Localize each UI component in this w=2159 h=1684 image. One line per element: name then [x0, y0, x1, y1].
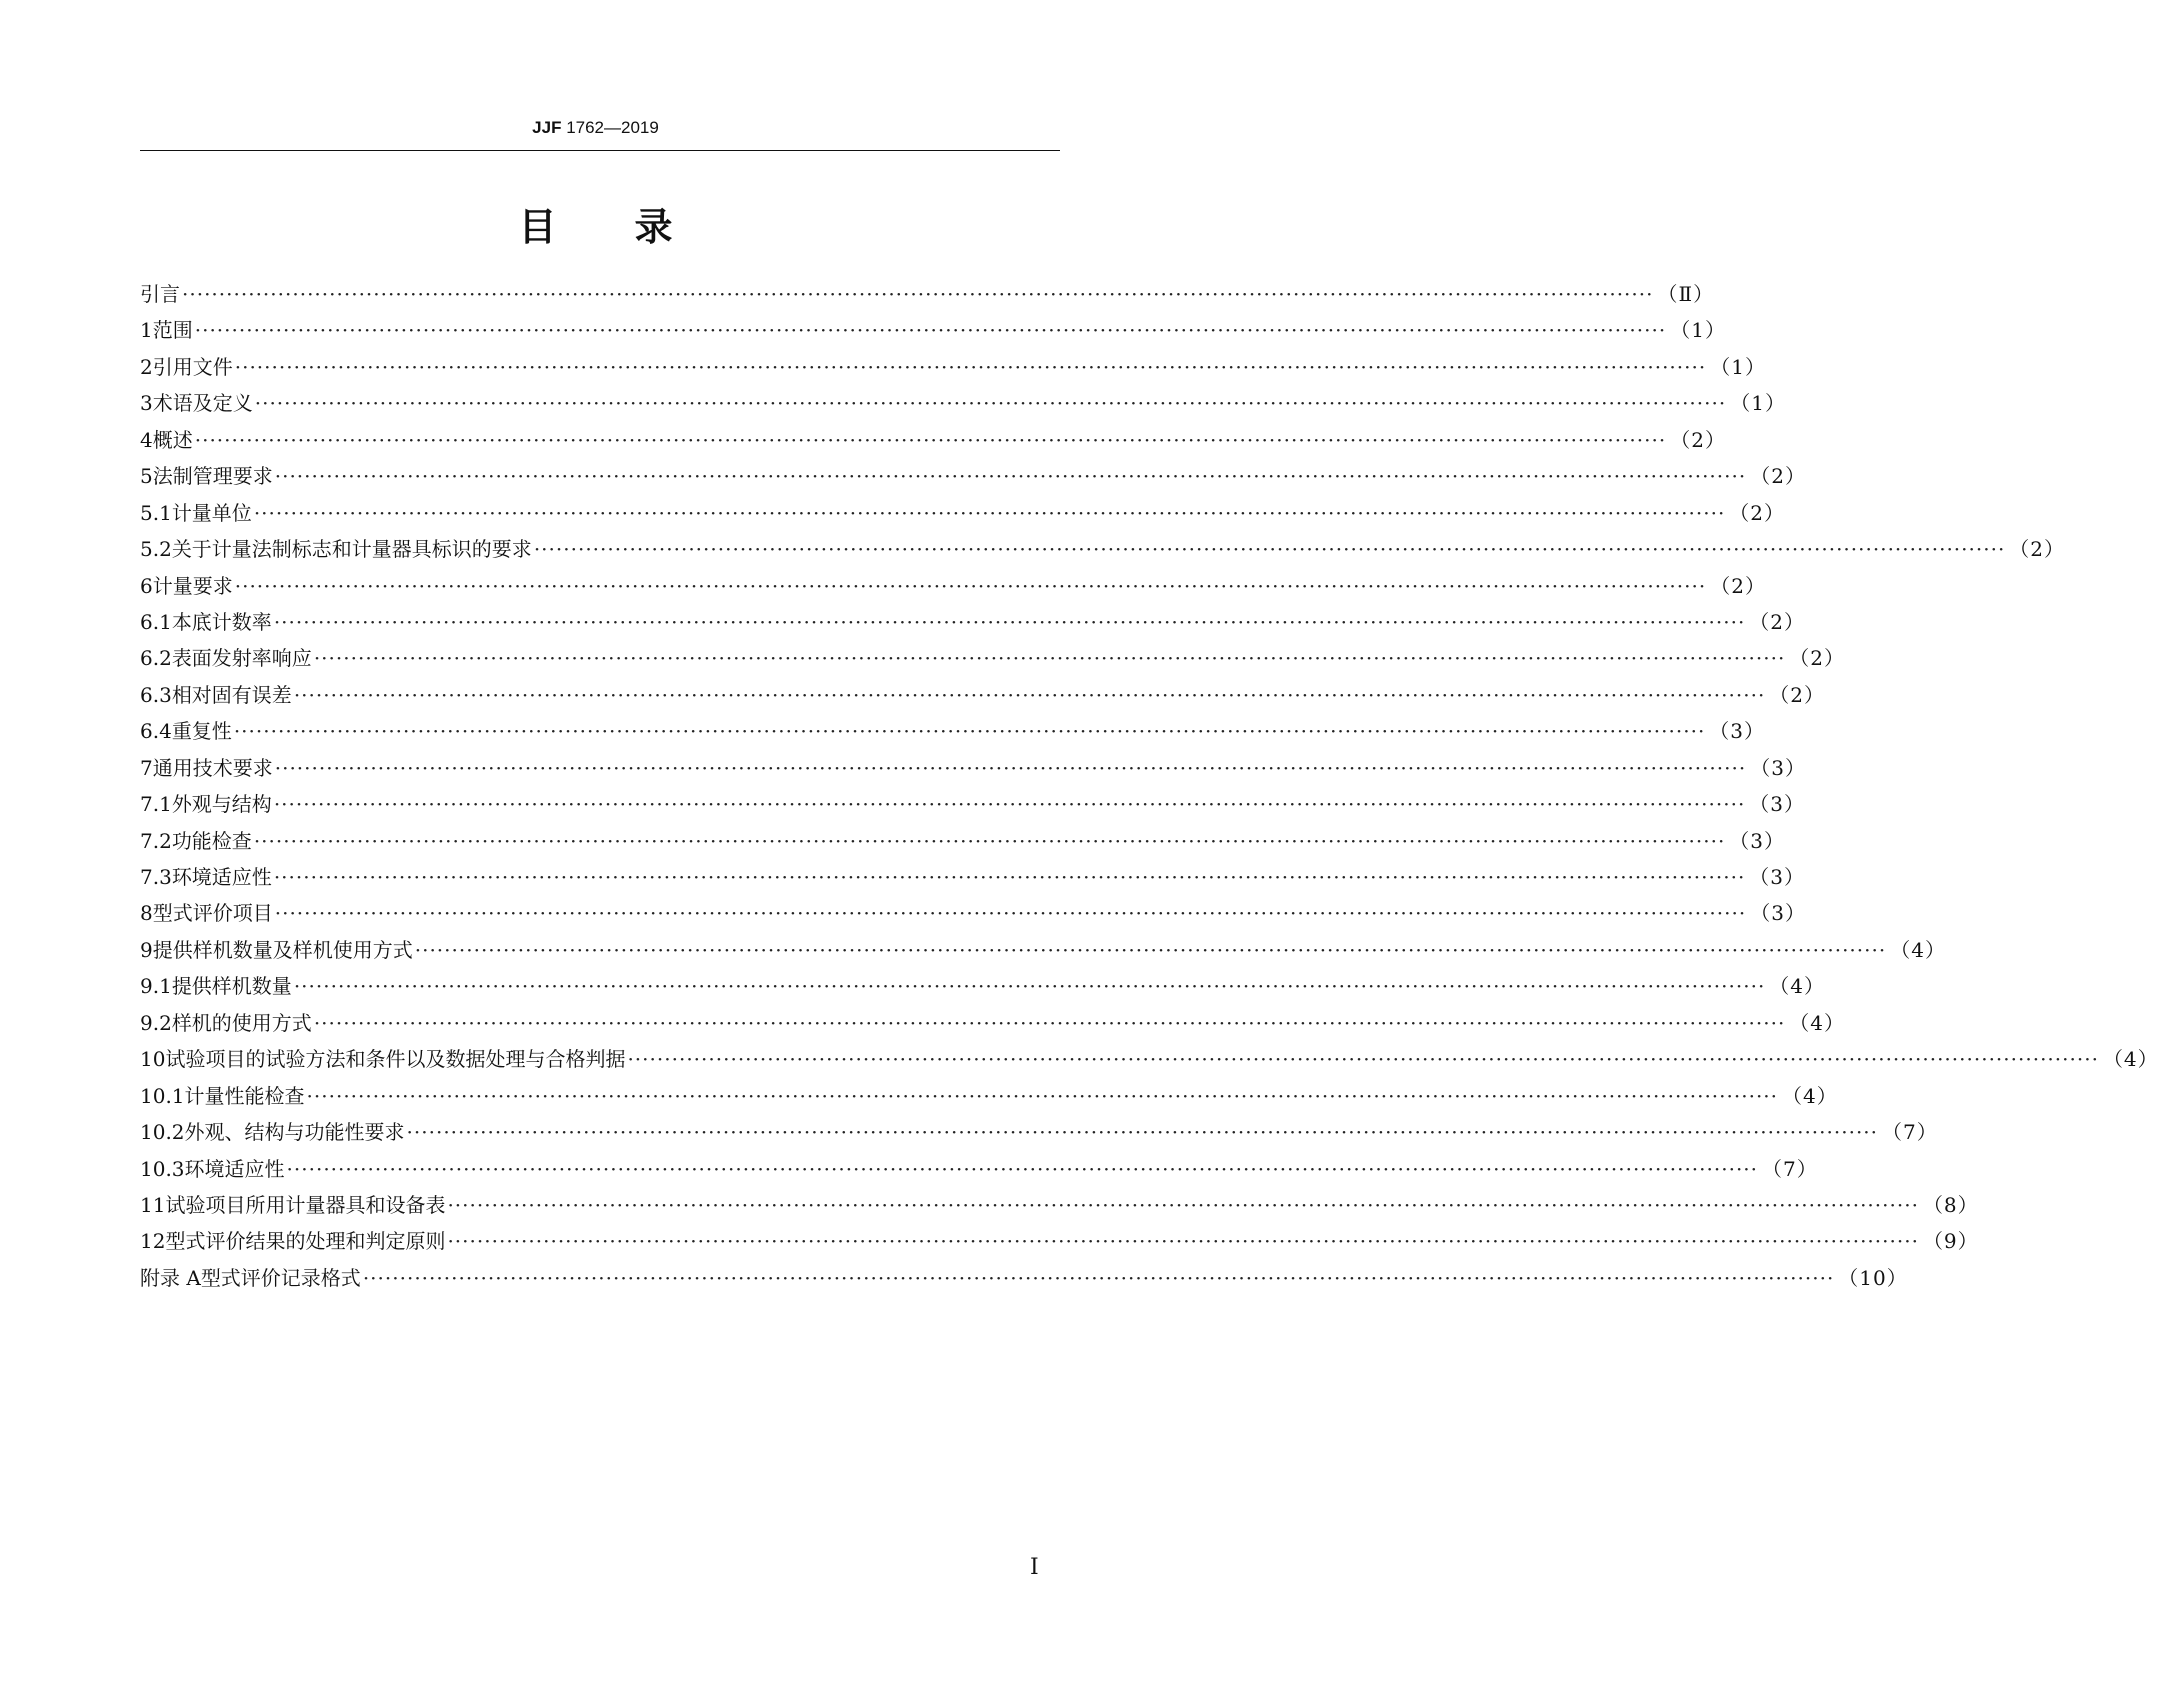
toc-entry-title: 引言 — [140, 282, 180, 306]
toc-entry-page: （4） — [1782, 1083, 1838, 1108]
toc-entry[interactable] — [140, 679, 1826, 715]
toc-leader-dots: ········································································································································································································ — [234, 354, 1707, 379]
toc-entry-title: 表面发射率响应 — [171, 646, 312, 671]
toc-entry-number: 6.3 — [140, 682, 172, 707]
toc-leader-dots: ········································································································································································································ — [273, 865, 1746, 889]
toc-entry-page: （2） — [1710, 573, 1766, 598]
toc-entry-number: 6.4 — [140, 719, 172, 744]
toc-entry-title: 重复性 — [171, 719, 232, 744]
toc-entry-page: （2） — [1729, 500, 1786, 525]
toc-entry-number: 4 — [140, 427, 153, 452]
toc-entry-number: 10 — [140, 1047, 166, 1072]
toc-leader-dots: ········································································································································································································ — [194, 427, 1667, 452]
toc-entry-title: 样机的使用方式 — [171, 1010, 312, 1035]
toc-entry[interactable] — [140, 1043, 2159, 1079]
toc-entry[interactable] — [140, 861, 1806, 897]
toc-entry-number: 9.1 — [140, 974, 172, 999]
toc-entry-number: 12 — [140, 1229, 166, 1254]
toc-entry-title: 环境适应性 — [171, 865, 272, 889]
toc-entry-number: 8 — [140, 901, 153, 926]
page-title: 目录 — [518, 205, 751, 249]
toc-entry-title: 计量性能检查 — [184, 1083, 305, 1108]
toc-entry-page: （2） — [1670, 427, 1726, 452]
toc-entry-title: 环境适应性 — [184, 1156, 285, 1181]
toc-entry-number: 3 — [140, 391, 153, 416]
toc-entry-title: 概述 — [152, 427, 193, 452]
table-of-contents — [140, 278, 2159, 1298]
toc-entry-number: 10.2 — [140, 1120, 185, 1145]
toc-leader-dots: ········································································································································································································ — [286, 1156, 1759, 1181]
toc-entry[interactable] — [140, 1116, 1938, 1152]
toc-entry-number: 6.1 — [140, 609, 172, 634]
toc-entry-title: 术语及定义 — [152, 391, 253, 416]
toc-entry-page: （3） — [1709, 719, 1766, 744]
toc-entry-page: （1） — [1730, 391, 1786, 416]
toc-entry-page: （2） — [2009, 537, 2066, 562]
toc-entry-number: 5.1 — [140, 500, 172, 525]
toc-leader-dots: ········································································································································································································ — [194, 318, 1667, 343]
toc-entry[interactable] — [140, 460, 1806, 496]
toc-entry-title: 试验项目所用计量器具和设备表 — [165, 1192, 446, 1217]
toc-entry-page: （2） — [1769, 682, 1826, 707]
toc-entry-number: 10.3 — [140, 1156, 185, 1181]
toc-entry[interactable] — [140, 1262, 1908, 1298]
toc-entry-title: 引用文件 — [152, 354, 233, 379]
toc-entry-page: （2） — [1750, 464, 1806, 489]
toc-entry-title: 范围 — [152, 318, 193, 343]
toc-entry-number: 5.2 — [140, 537, 172, 562]
toc-entry[interactable] — [140, 606, 1806, 642]
toc-entry[interactable] — [140, 387, 1786, 423]
toc-entry-page: （8） — [1922, 1192, 1979, 1217]
toc-entry-title: 相对固有误差 — [171, 682, 292, 707]
toc-leader-dots: ········································································································································································································ — [274, 755, 1747, 780]
toc-leader-dots: ········································································································································································································ — [273, 792, 1746, 817]
toc-entry-page: （3） — [1749, 865, 1806, 889]
toc-entry-page: （7） — [1762, 1156, 1818, 1181]
toc-entry-title: 关于计量法制标志和计量器具标识的要求 — [171, 537, 532, 562]
toc-leader-dots: ········································································································································································································ — [447, 1192, 1919, 1217]
toc-entry-title: 提供样机数量及样机使用方式 — [152, 937, 413, 962]
toc-entry[interactable] — [140, 533, 2066, 569]
toc-leader-dots: ········································································································································································································ — [627, 1047, 2099, 1072]
toc-entry[interactable] — [140, 934, 1946, 970]
toc-entry-page: （10） — [1838, 1265, 1908, 1290]
toc-entry[interactable] — [140, 351, 1766, 387]
toc-leader-dots: ········································································································································································································ — [362, 1265, 1835, 1290]
toc-entry-page: （1） — [1670, 318, 1726, 343]
toc-entry[interactable] — [140, 497, 1786, 533]
toc-entry-number: 7.1 — [140, 792, 172, 817]
toc-entry-number: 7.2 — [140, 828, 172, 853]
toc-entry-number: 6.2 — [140, 646, 172, 671]
toc-entry-title: 通用技术要求 — [152, 755, 273, 780]
toc-entry-title: 功能检查 — [171, 828, 252, 853]
toc-entry[interactable] — [140, 1007, 1846, 1043]
toc-leader-dots: ········································································································································································································ — [306, 1083, 1779, 1108]
toc-entry-title: 法制管理要求 — [152, 464, 273, 489]
toc-entry[interactable] — [140, 314, 1726, 350]
toc-entry-page: （7） — [1882, 1120, 1938, 1145]
standard-code: 1762—2019 — [566, 118, 659, 137]
toc-entry-title: 型式评价记录格式 — [200, 1265, 361, 1290]
toc-leader-dots: ········································································································································································································ — [447, 1229, 1919, 1254]
toc-entry-number: 6 — [140, 573, 153, 598]
toc-leader-dots: ········································································································································································································ — [273, 609, 1746, 634]
toc-entry-number: 11 — [140, 1192, 166, 1217]
toc-entry-page: （3） — [1750, 901, 1806, 926]
header-rule — [140, 150, 1060, 151]
toc-entry[interactable] — [140, 825, 1786, 861]
toc-leader-dots: ········································································································································································································ — [406, 1120, 1879, 1145]
toc-entry-page: （2） — [1749, 609, 1806, 634]
toc-leader-dots: ········································································································································································································ — [293, 682, 1766, 707]
toc-entry-title: 型式评价结果的处理和判定原则 — [165, 1229, 446, 1254]
toc-entry[interactable] — [140, 278, 1715, 314]
page-number: Ⅰ — [1030, 1555, 1039, 1580]
toc-entry[interactable] — [140, 788, 1806, 824]
toc-entry-page: （9） — [1922, 1229, 1979, 1254]
toc-entry-title: 本底计数率 — [171, 609, 272, 634]
toc-entry-number: 2 — [140, 354, 153, 379]
toc-entry-number: 10.1 — [140, 1083, 185, 1108]
toc-entry-title: 计量单位 — [171, 500, 252, 525]
toc-entry[interactable] — [140, 1225, 1979, 1261]
toc-entry[interactable] — [140, 424, 1726, 460]
toc-entry-page: （4） — [1789, 1010, 1846, 1035]
toc-entry-title: 提供样机数量 — [171, 974, 292, 999]
toc-entry-number: 5 — [140, 464, 153, 489]
toc-leader-dots: ········································································································································································································ — [182, 282, 1654, 306]
toc-leader-dots: ········································································································································································································ — [274, 464, 1747, 489]
toc-entry-title: 试验项目的试验方法和条件以及数据处理与合格判据 — [165, 1047, 626, 1072]
standard-prefix: JJF — [532, 118, 562, 137]
toc-leader-dots: ········································································································································································································ — [533, 537, 2006, 562]
toc-entry-page: （1） — [1710, 354, 1766, 379]
toc-entry[interactable] — [140, 897, 1806, 933]
toc-entry-page: （4） — [1890, 937, 1946, 962]
toc-entry-page: （3） — [1749, 792, 1806, 817]
toc-entry-page: （4） — [2102, 1047, 2159, 1072]
toc-leader-dots: ········································································································································································································ — [313, 646, 1786, 671]
toc-entry-number: 1 — [140, 318, 153, 343]
toc-entry[interactable] — [140, 970, 1826, 1006]
toc-entry-title: 计量要求 — [152, 573, 233, 598]
toc-entry[interactable] — [140, 570, 1766, 606]
toc-entry-page: （3） — [1729, 828, 1786, 853]
toc-leader-dots: ········································································································································································································ — [293, 974, 1766, 999]
toc-entry[interactable] — [140, 1080, 1838, 1116]
toc-leader-dots: ········································································································································································································ — [233, 719, 1706, 744]
toc-entry-page: （Ⅱ） — [1657, 282, 1715, 306]
toc-entry-number: 附录 A — [140, 1265, 201, 1290]
toc-entry-title: 外观、结构与功能性要求 — [184, 1120, 405, 1145]
toc-entry[interactable] — [140, 1153, 1818, 1189]
toc-entry[interactable] — [140, 642, 1846, 678]
toc-entry-page: （4） — [1769, 974, 1826, 999]
document-header — [0, 118, 1191, 138]
toc-entry-number: 7.3 — [140, 865, 172, 889]
toc-leader-dots: ········································································································································································································ — [253, 500, 1726, 525]
toc-leader-dots: ········································································································································································································ — [414, 937, 1887, 962]
toc-entry-number: 9.2 — [140, 1010, 172, 1035]
toc-entry[interactable] — [140, 752, 1806, 788]
toc-entry-number: 9 — [140, 937, 153, 962]
toc-entry-title: 型式评价项目 — [152, 901, 273, 926]
toc-entry-title: 外观与结构 — [171, 792, 272, 817]
toc-leader-dots: ········································································································································································································ — [313, 1010, 1786, 1035]
toc-leader-dots: ········································································································································································································ — [274, 901, 1747, 926]
toc-leader-dots: ········································································································································································································ — [234, 573, 1707, 598]
toc-leader-dots: ········································································································································································································ — [254, 391, 1727, 416]
toc-entry-number: 7 — [140, 755, 153, 780]
toc-entry-page: （2） — [1789, 646, 1846, 671]
toc-entry[interactable] — [140, 715, 1766, 751]
toc-entry-page: （3） — [1750, 755, 1806, 780]
toc-entry[interactable] — [140, 1189, 1979, 1225]
toc-leader-dots: ········································································································································································································ — [253, 828, 1726, 853]
